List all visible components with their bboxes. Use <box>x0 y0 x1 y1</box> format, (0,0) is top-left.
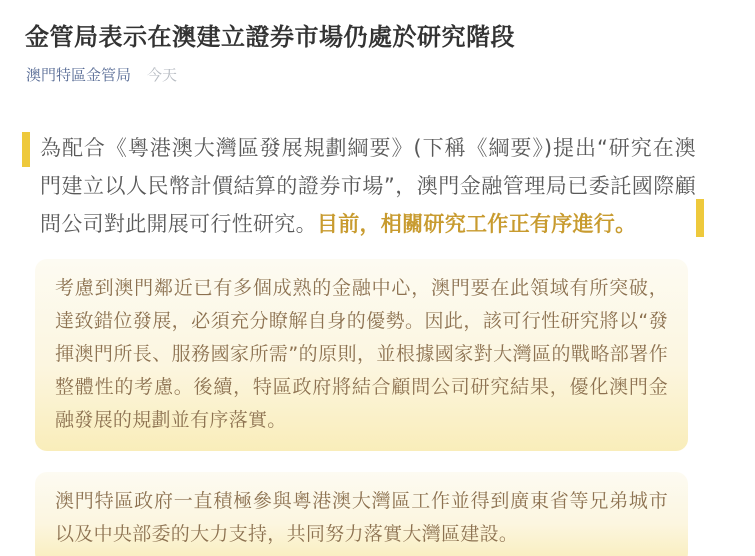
lead-text: 為配合《粵港澳大灣區發展規劃綱要》(下稱《綱要》)提出“研究在澳門建立以人民幣計價結算的證券市場”，澳門金融管理局已委託國際顧問公司對此開展可行性研究。 <box>40 136 696 236</box>
quote-accent-bar-right <box>696 199 704 237</box>
highlight-box-2 <box>35 472 688 556</box>
highlight-box-2-text: 澳門特區政府一直積極參與粵港澳大灣區工作並得到廣東省等兄弟城市以及中央部委的大力支持，共同努力落實大灣區建設。 <box>55 490 668 545</box>
article-page <box>0 21 755 556</box>
quote-accent-bar-left <box>22 132 30 167</box>
highlight-box-1 <box>35 259 688 451</box>
article-title: 金管局表示在澳建立證券市場仍處於研究階段 <box>25 23 515 51</box>
highlight-box-1-text: 考慮到澳門鄰近已有多個成熟的金融中心，澳門要在此領域有所突破，達致錯位發展，必須充分瞭解自身的優勢。因此，該可行性研究將以“發揮澳門所長、服務國家所需”的原則，並根據國家對大灣區的戰略部署作整體性的考慮。後續，特區政府將結合顧問公司研究結果，優化澳門金融發展的規劃並有序落實。 <box>55 277 668 431</box>
account-name-link[interactable]: 澳門特區金管局 <box>26 66 132 84</box>
byline <box>26 64 725 85</box>
lead-quote-paragraph <box>40 129 696 243</box>
publish-date: 今天 <box>147 66 178 84</box>
lead-highlight-text: 目前，相關研究工作正有序進行。 <box>316 212 637 236</box>
